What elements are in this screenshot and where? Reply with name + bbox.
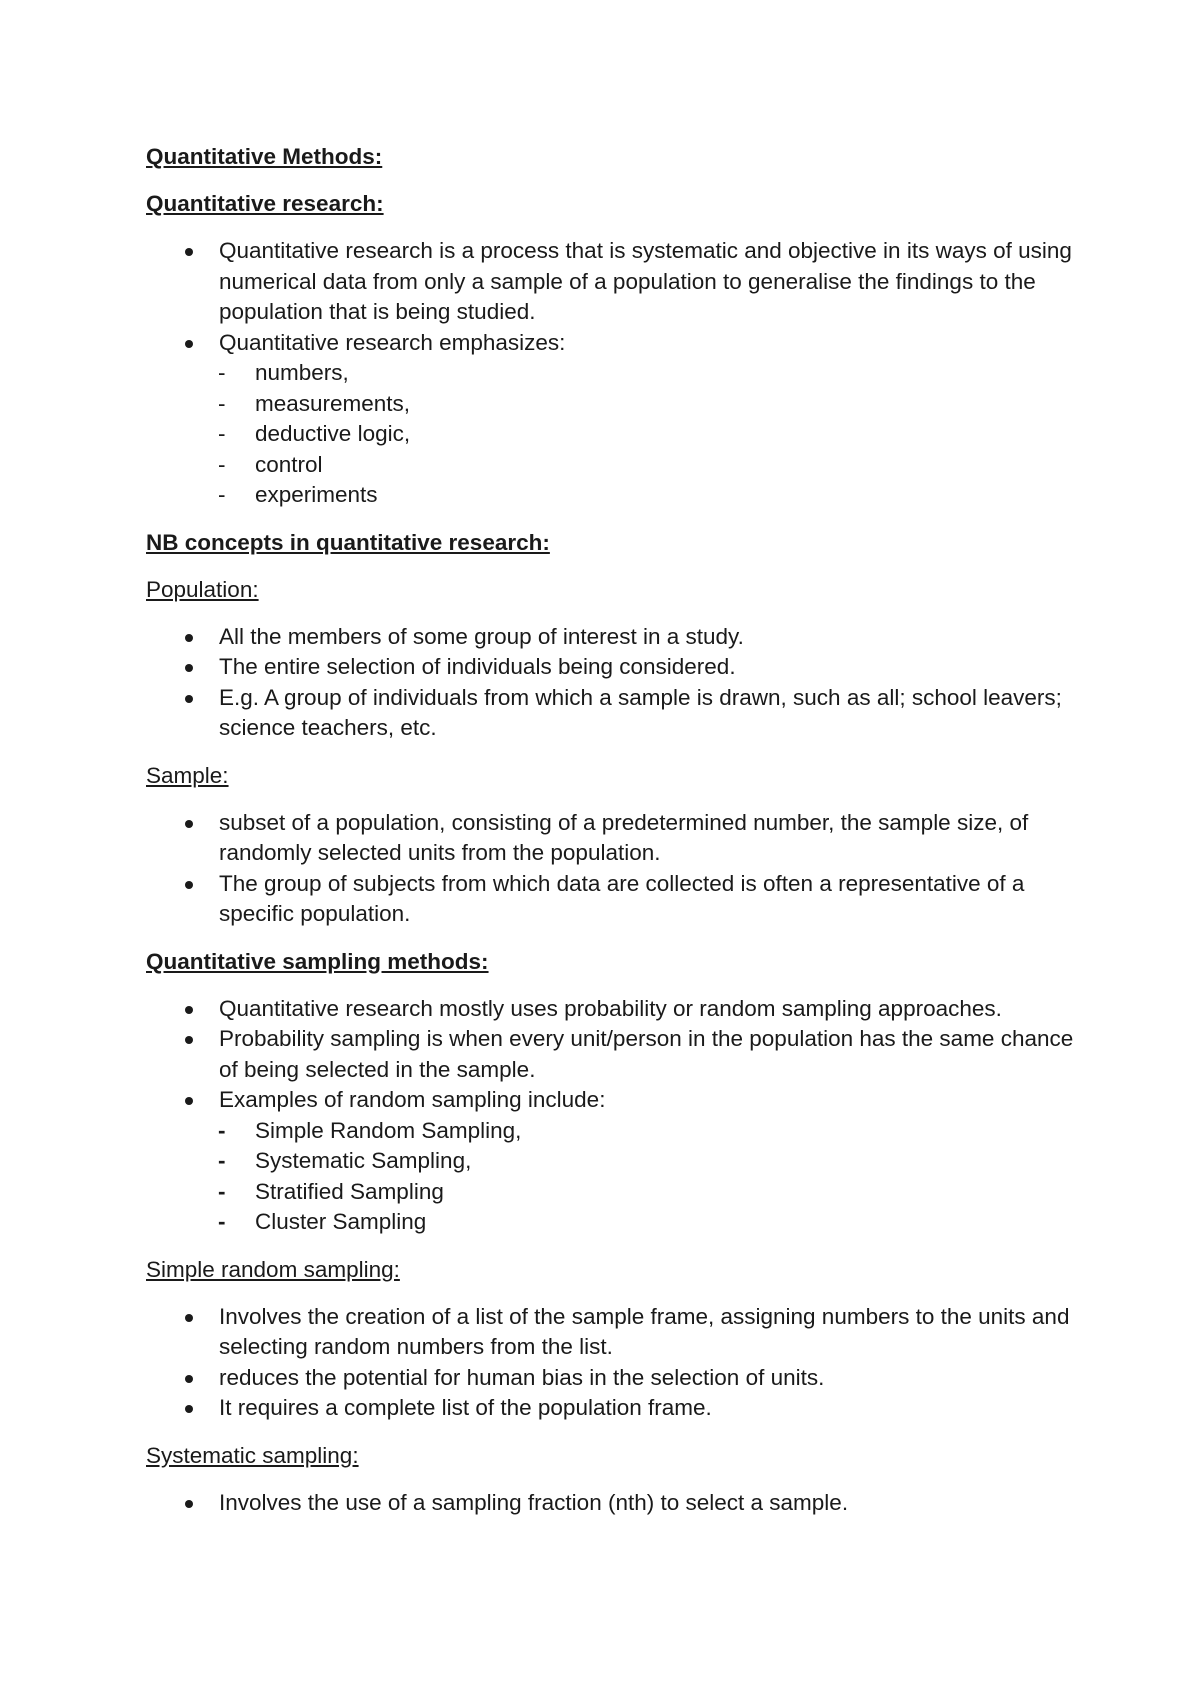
dash-icon: - bbox=[218, 421, 226, 446]
bullet-icon bbox=[185, 881, 193, 889]
dash-item: - control bbox=[218, 450, 1086, 481]
list-item: Quantitative research emphasizes: - numbers, - measurements, - deductive logic, - control - experiments bbox=[146, 328, 1086, 511]
list-item: The entire selection of individuals being considered. bbox=[146, 652, 1086, 683]
list-item: reduces the potential for human bias in the selection of units. bbox=[146, 1363, 1086, 1394]
dash-icon: - bbox=[218, 360, 226, 385]
sys-bullet-list bbox=[146, 1488, 1086, 1519]
bullet-icon bbox=[185, 1097, 193, 1105]
bullet-icon bbox=[185, 1375, 193, 1383]
dash-item: - experiments bbox=[218, 480, 1086, 511]
srs-bullet-list bbox=[146, 1302, 1086, 1424]
list-item: Quantitative research mostly uses probability or random sampling approaches. bbox=[146, 994, 1086, 1025]
bullet-icon bbox=[185, 634, 193, 642]
list-item: Quantitative research is a process that is systematic and objective in its ways of using numerical data from only a sample of a population to generalise the findings to the population that is being studied. bbox=[146, 236, 1086, 328]
list-item: All the members of some group of interest in a study. bbox=[146, 622, 1086, 653]
dash-item: - Cluster Sampling bbox=[218, 1207, 1086, 1238]
emphasizes-list bbox=[219, 358, 1086, 511]
subheading-systematic-sampling: Systematic sampling: bbox=[146, 1442, 359, 1468]
list-item: Involves the creation of a list of the sample frame, assigning numbers to the units and selecting random numbers from the list. bbox=[146, 1302, 1086, 1363]
bullet-icon bbox=[185, 248, 193, 256]
document-title: Quantitative Methods: bbox=[146, 144, 383, 169]
dash-item: - numbers, bbox=[218, 358, 1086, 389]
dash-item: - Stratified Sampling bbox=[218, 1177, 1086, 1208]
dash-icon: - bbox=[218, 1209, 226, 1234]
subheading-sample: Sample: bbox=[146, 762, 229, 788]
bullet-icon bbox=[185, 695, 193, 703]
list-item: subset of a population, consisting of a predetermined number, the sample size, of randomly selected units from the population. bbox=[146, 808, 1086, 869]
dash-icon: - bbox=[218, 1148, 226, 1173]
dash-icon: - bbox=[218, 451, 226, 477]
dash-icon: - bbox=[218, 482, 226, 507]
bullet-icon bbox=[185, 340, 193, 348]
heading-nb-concepts: NB concepts in quantitative research: bbox=[146, 529, 550, 555]
bullet-icon bbox=[185, 1006, 193, 1014]
list-item: Examples of random sampling include: - Simple Random Sampling, - Systematic Sampling, - Stratified Sampling - Cluster Sampling bbox=[146, 1085, 1086, 1238]
bullet-icon bbox=[185, 1405, 193, 1413]
document-page bbox=[146, 142, 1086, 1518]
bullet-icon bbox=[185, 820, 193, 828]
list-item: The group of subjects from which data are collected is often a representative of a specific population. bbox=[146, 869, 1086, 930]
heading-quantitative-research: Quantitative research: bbox=[146, 191, 384, 216]
bullet-icon bbox=[185, 1500, 193, 1508]
dash-item: - Simple Random Sampling, bbox=[218, 1116, 1086, 1147]
subheading-simple-random-sampling: Simple random sampling: bbox=[146, 1256, 400, 1282]
bullet-icon bbox=[185, 664, 193, 672]
dash-icon: - bbox=[218, 1117, 226, 1143]
qr-bullet-list bbox=[146, 236, 1086, 511]
population-bullet-list bbox=[146, 622, 1086, 744]
sampling-examples-list bbox=[219, 1116, 1086, 1238]
dash-item: - Systematic Sampling, bbox=[218, 1146, 1086, 1177]
subheading-population: Population: bbox=[146, 576, 259, 602]
dash-item: - deductive logic, bbox=[218, 419, 1086, 450]
dash-item: - measurements, bbox=[218, 389, 1086, 420]
bullet-icon bbox=[185, 1036, 193, 1044]
list-item: Involves the use of a sampling fraction (nth) to select a sample. bbox=[146, 1488, 1086, 1519]
list-item: It requires a complete list of the population frame. bbox=[146, 1393, 1086, 1424]
heading-sampling-methods: Quantitative sampling methods: bbox=[146, 948, 489, 974]
sampling-methods-bullet-list bbox=[146, 994, 1086, 1238]
list-item: Probability sampling is when every unit/person in the population has the same chance of being selected in the sample. bbox=[146, 1024, 1086, 1085]
list-item: E.g. A group of individuals from which a sample is drawn, such as all; school leavers; science teachers, etc. bbox=[146, 683, 1086, 744]
sample-bullet-list bbox=[146, 808, 1086, 930]
dash-icon: - bbox=[218, 1178, 226, 1204]
bullet-icon bbox=[185, 1314, 193, 1322]
dash-icon: - bbox=[218, 390, 226, 416]
